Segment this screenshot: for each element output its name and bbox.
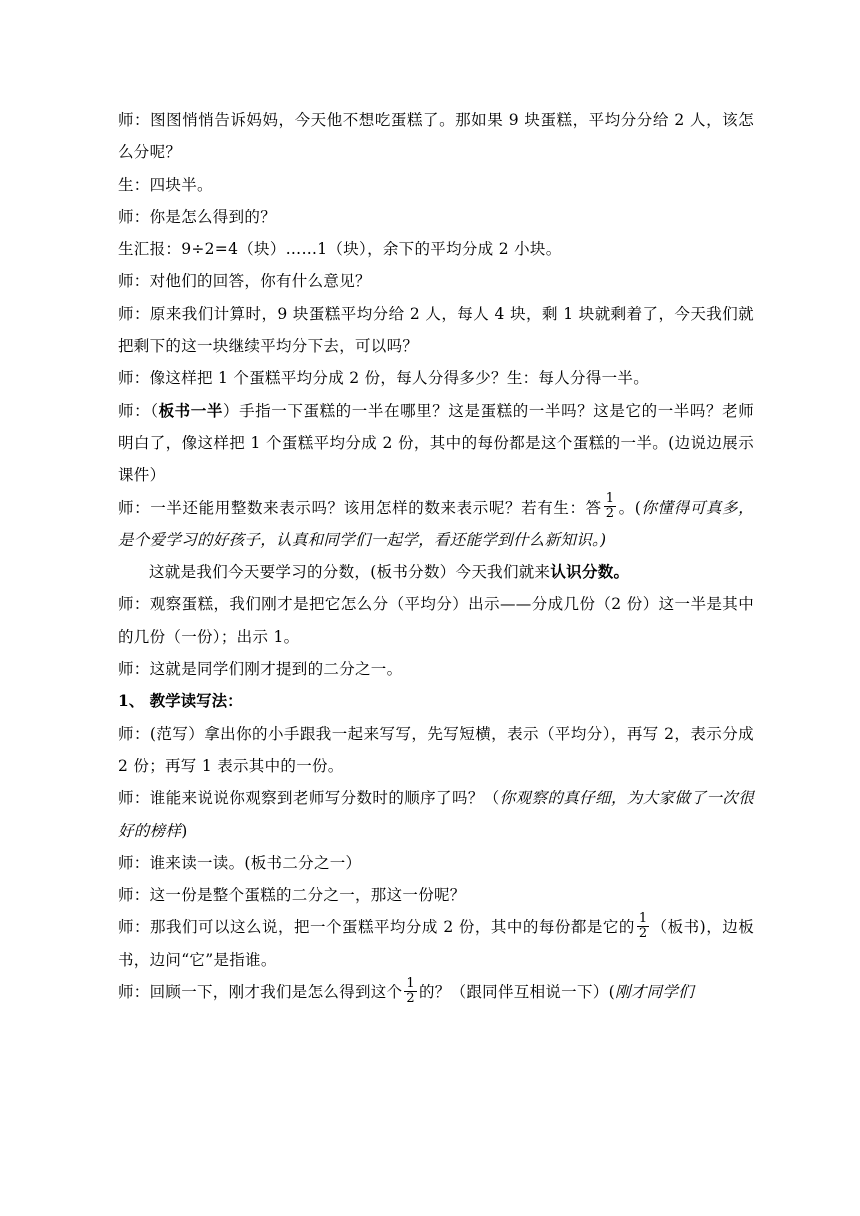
text-run: 师：那我们可以这么说，把一个蛋糕平均分成 2 份，其中的每份都是它的 — [118, 918, 635, 937]
italic-run: 你懂得可真多，是个爱学习的好孩子，认真和同学们一起学，看还能学到什么新知识。) — [118, 498, 754, 549]
paragraph — [118, 492, 754, 557]
fraction-denominator: 2 — [638, 925, 648, 941]
paragraph: 师：观察蛋糕，我们刚才是把它怎么分（平均分）出示——分成几份（2 份）这一半是其中的几份（一份）；出示 1。 — [118, 595, 754, 646]
text-run: 师：（ — [118, 401, 159, 420]
paragraph: 师：(范写）拿出你的小手跟我一起来写写，先写短横，表示（平均分），再写 2，表示分成 2 份；再写 1 表示其中的一份。 — [118, 724, 754, 775]
text-run: 师：谁能来说说你观察到老师写分数时的顺序了吗？（ — [118, 789, 500, 808]
fraction-one-half — [604, 492, 617, 521]
fraction-denominator: 2 — [406, 990, 415, 1006]
paragraph: 师：你是怎么得到的？ — [118, 207, 277, 226]
fraction-one-half — [404, 977, 417, 1006]
paragraph — [118, 911, 754, 976]
text-run: （板书)，边板书，边问“它”是指谁。 — [118, 918, 754, 969]
italic-run: 刚才同学们 — [614, 983, 694, 1002]
paragraph: 师：像这样把 1 个蛋糕平均分成 2 份，每人分得多少？生：每人分得一半。 — [118, 369, 650, 388]
paragraph: 师：这一份是整个蛋糕的二分之一，那这一份呢？ — [118, 886, 466, 905]
italic-run: 你观察的真仔细，为大家做了一次很好的榜样 — [118, 789, 754, 840]
fraction-numerator: 1 — [638, 910, 648, 926]
text-run: 师：回顾一下，刚才我们是怎么得到这个 — [118, 983, 403, 1002]
paragraph: 生：四块半。 — [118, 175, 213, 194]
text-run: 的？（跟同伴互相说一下）( — [418, 983, 615, 1002]
paragraph: 生汇报：9÷2=4（块）……1（块），余下的平均分成 2 小块。 — [118, 240, 562, 259]
document-page — [118, 104, 754, 1008]
fraction-numerator: 1 — [406, 975, 415, 991]
paragraph: 师：图图悄悄告诉妈妈，今天他不想吃蛋糕了。那如果 9 块蛋糕，平均分分给 2 人，该怎么分呢？ — [118, 111, 754, 162]
bold-run: 板书一半 — [158, 400, 223, 420]
bold-run: 认识分数。 — [550, 562, 630, 582]
fraction-numerator: 1 — [605, 491, 615, 507]
paragraph — [118, 395, 754, 492]
text-run: 这就是我们今天要学习的分数，(板书分数）今天我们就来 — [149, 563, 551, 582]
paragraph: 师：对他们的回答，你有什么意见？ — [118, 272, 371, 291]
text-run: 。( — [618, 498, 642, 517]
fraction-denominator: 2 — [605, 506, 615, 522]
paragraph — [118, 556, 754, 588]
section-heading: 1、 教学读写法： — [118, 691, 243, 711]
paragraph: 师：这就是同学们刚才提到的二分之一。 — [118, 660, 403, 679]
paragraph: 师：原来我们计算时，9 块蛋糕平均分给 2 人，每人 4 块，剩 1 块就剩着了，今天我们就把剩下的这一块继续平均分下去，可以吗？ — [118, 304, 754, 356]
text-run: 师：一半还能用整数来表示吗？该用怎样的数来表示呢？若有生：答 — [118, 498, 602, 517]
paragraph: 师：谁来读一读。(板书二分之一） — [118, 853, 362, 872]
fraction-one-half — [637, 912, 650, 941]
text-run: ）手指一下蛋糕的一半在哪里？这是蛋糕的一半吗？这是它的一半吗？老师明白了，像这样把 1 个蛋糕平均分成 2 份，其中的每份都是这个蛋糕的一半。(边说边展示课件） — [118, 401, 754, 485]
text-run: ) — [181, 821, 188, 840]
paragraph — [118, 782, 754, 847]
paragraph — [118, 976, 754, 1008]
